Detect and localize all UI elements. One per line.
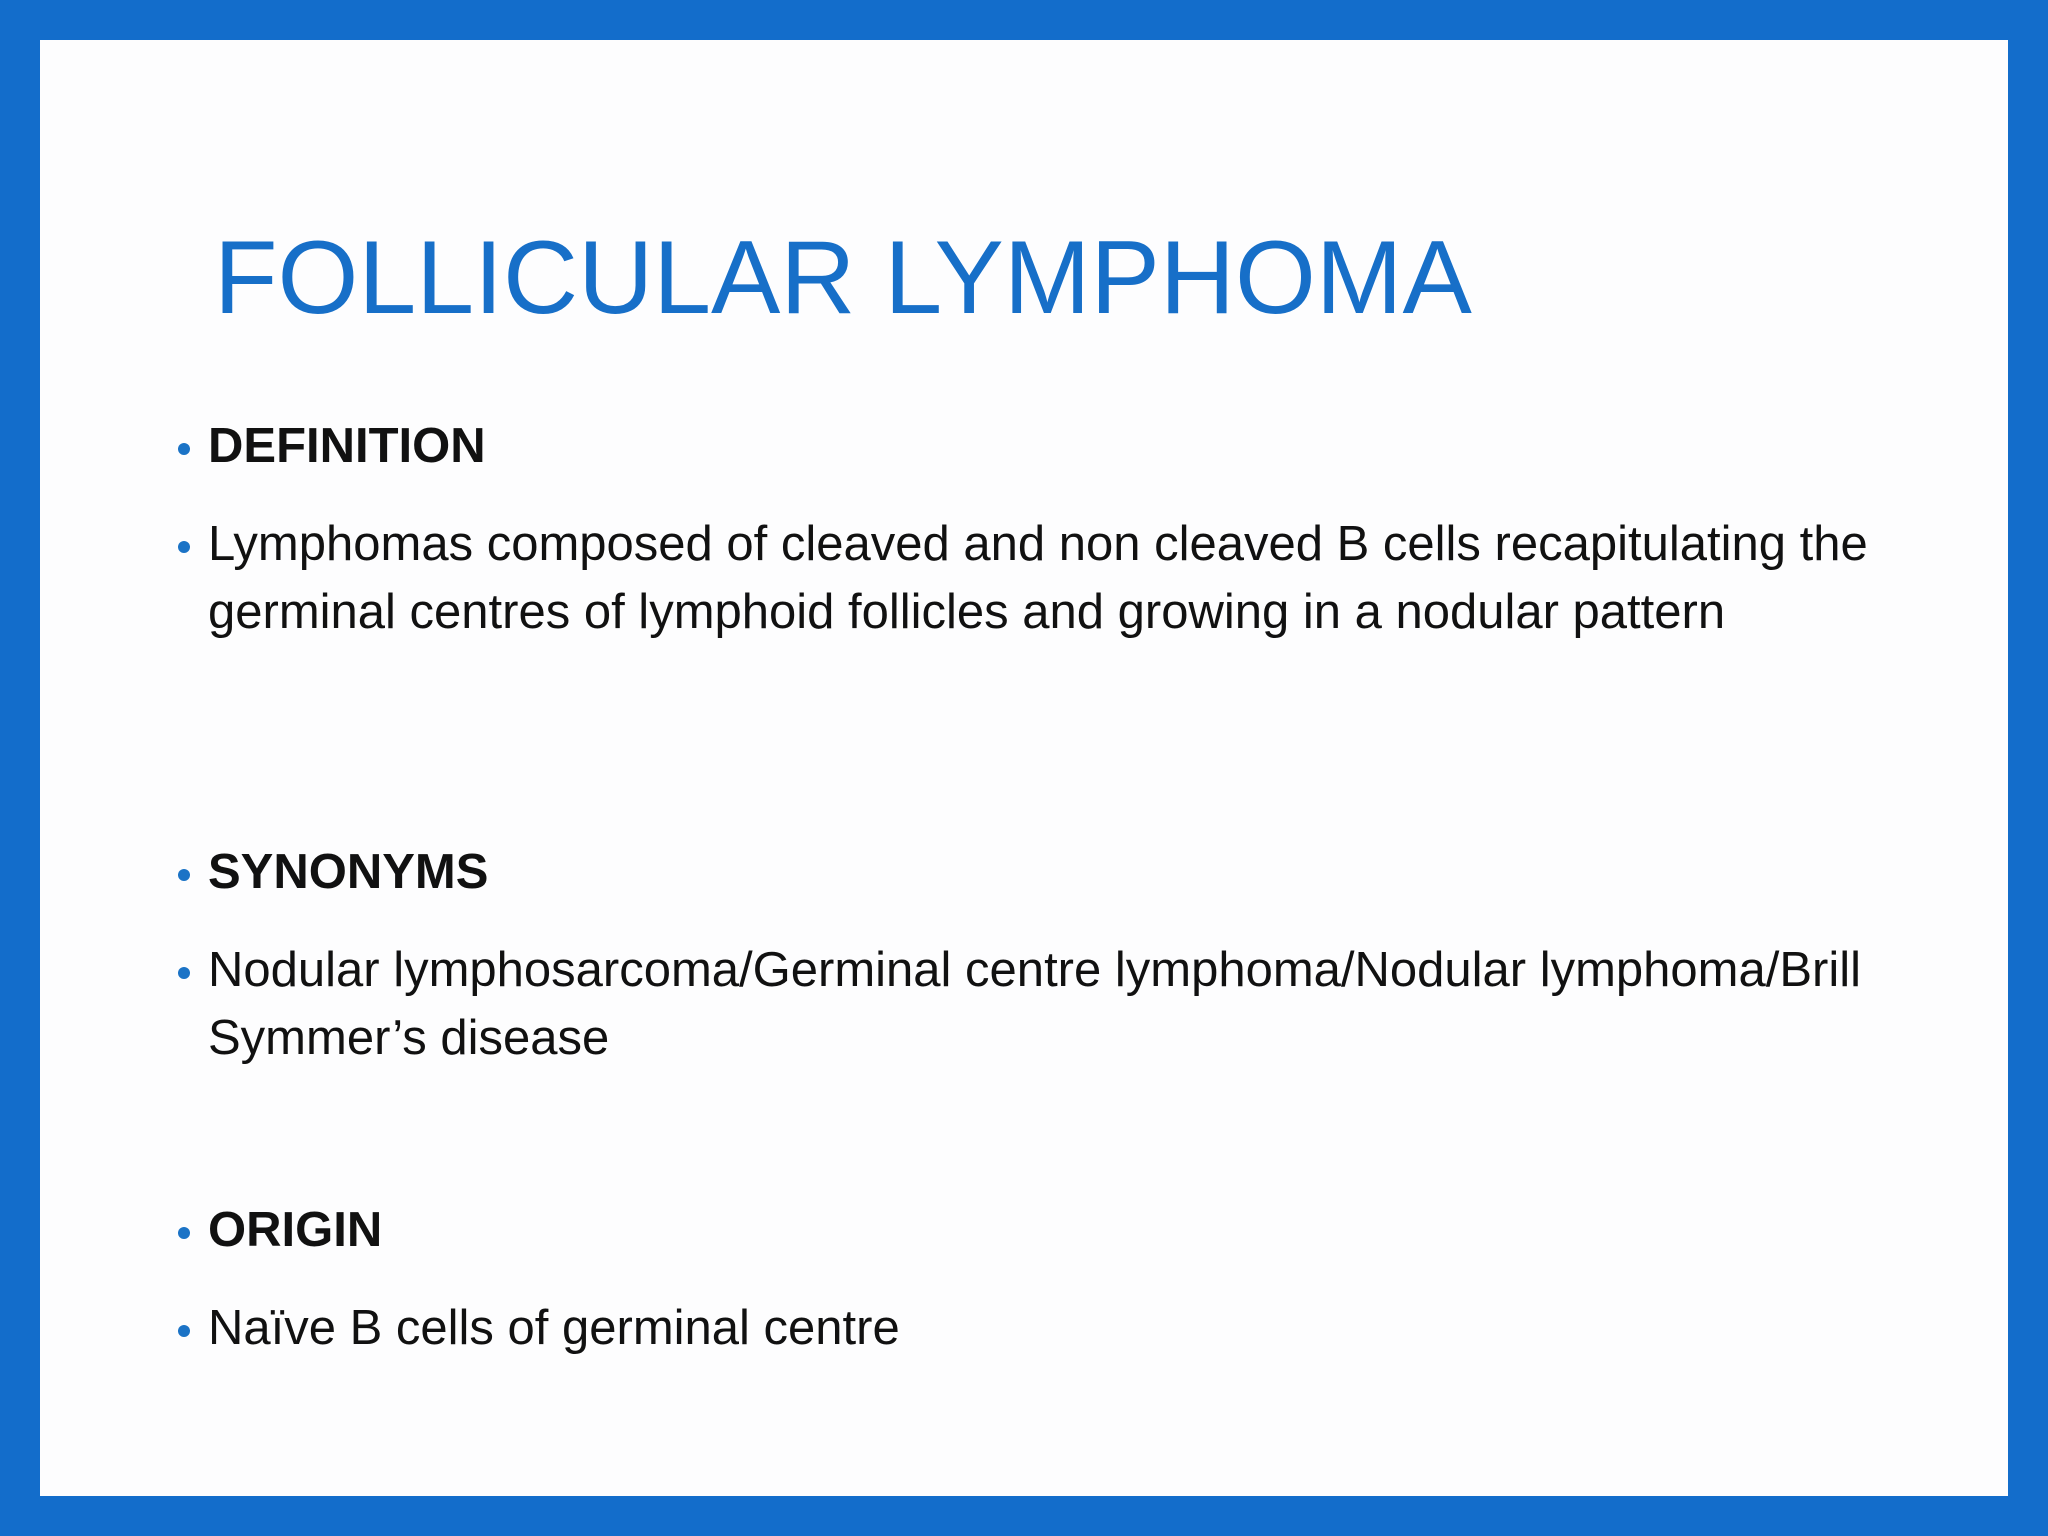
bullet-synonyms-heading: [178, 838, 1878, 906]
bullet-text: SYNONYMS: [208, 845, 489, 899]
bullet-text: Naïve B cells of germinal centre: [208, 1301, 900, 1355]
bullet-text: Lymphomas composed of cleaved and non cleaved B cells recapitulating the germinal centres of lymphoid follicles and growing in a nodular pattern: [208, 517, 1868, 639]
bullet-definition-heading: [178, 412, 1878, 480]
bullet-text: Nodular lymphosarcoma/Germinal centre lymphoma/Nodular lymphoma/Brill Symmer’s disease: [208, 943, 1862, 1065]
bullet-dot-icon: [178, 869, 190, 881]
slide: [40, 40, 2008, 1496]
bullet-dot-icon: [178, 541, 190, 553]
bullet-synonyms-text: [178, 936, 1878, 1072]
bullet-origin-heading: [178, 1196, 1878, 1264]
bullet-dot-icon: [178, 967, 190, 979]
bullet-text: ORIGIN: [208, 1203, 383, 1257]
bullet-origin-text: [178, 1294, 1878, 1362]
bullet-dot-icon: [178, 1227, 190, 1239]
bullet-dot-icon: [178, 443, 190, 455]
bullet-definition-text: [178, 510, 1878, 646]
bullet-text: DEFINITION: [208, 419, 486, 473]
bullet-dot-icon: [178, 1325, 190, 1337]
slide-title: FOLLICULAR LYMPHOMA: [214, 220, 1472, 336]
